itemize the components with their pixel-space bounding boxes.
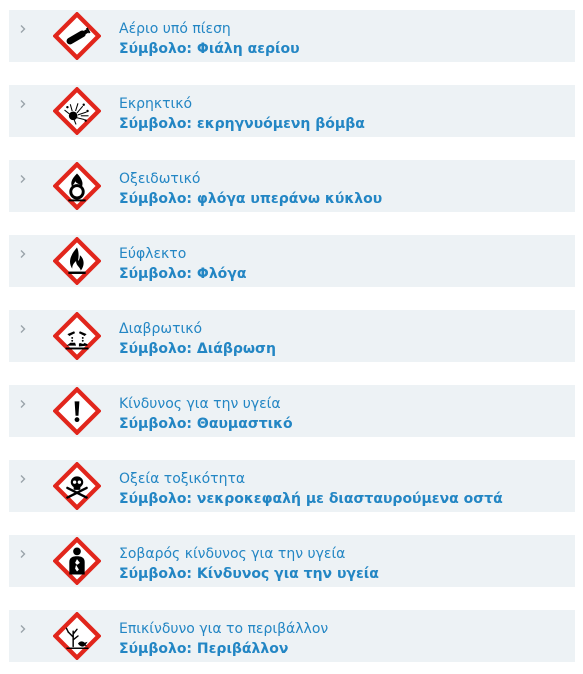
hazard-symbol — [119, 339, 276, 359]
hazard-name[interactable]: Διαβρωτικό — [119, 321, 203, 337]
hazard-text — [119, 319, 276, 359]
corrosion-icon — [53, 312, 101, 360]
hazard-item[interactable] — [9, 460, 575, 512]
hazard-text — [119, 94, 365, 134]
hazard-text — [119, 544, 379, 584]
symbol-value: φλόγα υπεράνω κύκλου — [196, 191, 383, 207]
flame-over-circle-icon — [53, 162, 101, 210]
hazard-item[interactable] — [9, 610, 575, 662]
hazard-text — [119, 619, 328, 659]
symbol-prefix: Σύμβολο: — [119, 641, 193, 657]
chevron-right-icon[interactable] — [18, 169, 28, 179]
symbol-value: Φλόγα — [196, 266, 247, 282]
environment-icon — [53, 612, 101, 660]
hazard-symbol — [119, 39, 300, 59]
chevron-right-icon[interactable] — [18, 94, 28, 104]
symbol-prefix: Σύμβολο: — [119, 116, 193, 132]
hazard-symbol — [119, 639, 328, 659]
symbol-value: Διάβρωση — [196, 341, 276, 357]
hazard-item[interactable] — [9, 235, 575, 287]
symbol-value: Θαυμαστικό — [196, 416, 293, 432]
symbol-prefix: Σύμβολο: — [119, 191, 193, 207]
exploding-bomb-icon — [53, 87, 101, 135]
chevron-right-icon[interactable] — [18, 619, 28, 629]
hazard-symbol — [119, 114, 365, 134]
hazard-symbol — [119, 489, 503, 509]
hazard-name[interactable]: Εύφλεκτο — [119, 246, 187, 262]
symbol-value: νεκροκεφαλή με διασταυρούμενα οστά — [196, 491, 503, 507]
hazard-name[interactable]: Αέριο υπό πίεση — [119, 21, 231, 37]
symbol-value: Κίνδυνος για την υγεία — [196, 566, 379, 582]
exclamation-mark-icon — [53, 387, 101, 435]
symbol-value: εκρηγνυόμενη βόμβα — [196, 116, 365, 132]
hazard-item[interactable] — [9, 160, 575, 212]
gas-cylinder-icon — [53, 12, 101, 60]
hazard-name[interactable]: Σοβαρός κίνδυνος για την υγεία — [119, 546, 346, 562]
health-hazard-icon — [53, 537, 101, 585]
chevron-right-icon[interactable] — [18, 19, 28, 29]
symbol-prefix: Σύμβολο: — [119, 491, 193, 507]
hazard-name[interactable]: Οξεία τοξικότητα — [119, 471, 246, 487]
hazard-text — [119, 169, 382, 209]
chevron-right-icon[interactable] — [18, 544, 28, 554]
hazard-item[interactable] — [9, 10, 575, 62]
symbol-prefix: Σύμβολο: — [119, 266, 193, 282]
hazard-text — [119, 469, 503, 509]
flame-icon — [53, 237, 101, 285]
hazard-symbol — [119, 189, 382, 209]
hazard-text — [119, 394, 293, 434]
hazard-text — [119, 244, 246, 284]
symbol-value: Περιβάλλον — [196, 641, 289, 657]
hazard-name[interactable]: Εκρηκτικό — [119, 96, 193, 112]
hazard-item[interactable] — [9, 85, 575, 137]
hazard-name[interactable]: Κίνδυνος για την υγεία — [119, 396, 281, 412]
skull-crossbones-icon — [53, 462, 101, 510]
chevron-right-icon[interactable] — [18, 394, 28, 404]
hazard-symbol — [119, 264, 246, 284]
chevron-right-icon[interactable] — [18, 244, 28, 254]
hazard-item[interactable] — [9, 310, 575, 362]
hazard-name[interactable]: Οξειδωτικό — [119, 171, 201, 187]
chevron-right-icon[interactable] — [18, 319, 28, 329]
hazard-item[interactable] — [9, 535, 575, 587]
symbol-prefix: Σύμβολο: — [119, 41, 193, 57]
chevron-right-icon[interactable] — [18, 469, 28, 479]
hazard-symbol — [119, 414, 293, 434]
hazard-item[interactable] — [9, 385, 575, 437]
hazard-text — [119, 19, 300, 59]
symbol-prefix: Σύμβολο: — [119, 341, 193, 357]
hazard-symbol — [119, 564, 379, 584]
symbol-value: Φιάλη αερίου — [196, 41, 300, 57]
symbol-prefix: Σύμβολο: — [119, 416, 193, 432]
hazard-name[interactable]: Επικίνδυνο για το περιβάλλον — [119, 621, 329, 637]
symbol-prefix: Σύμβολο: — [119, 566, 193, 582]
